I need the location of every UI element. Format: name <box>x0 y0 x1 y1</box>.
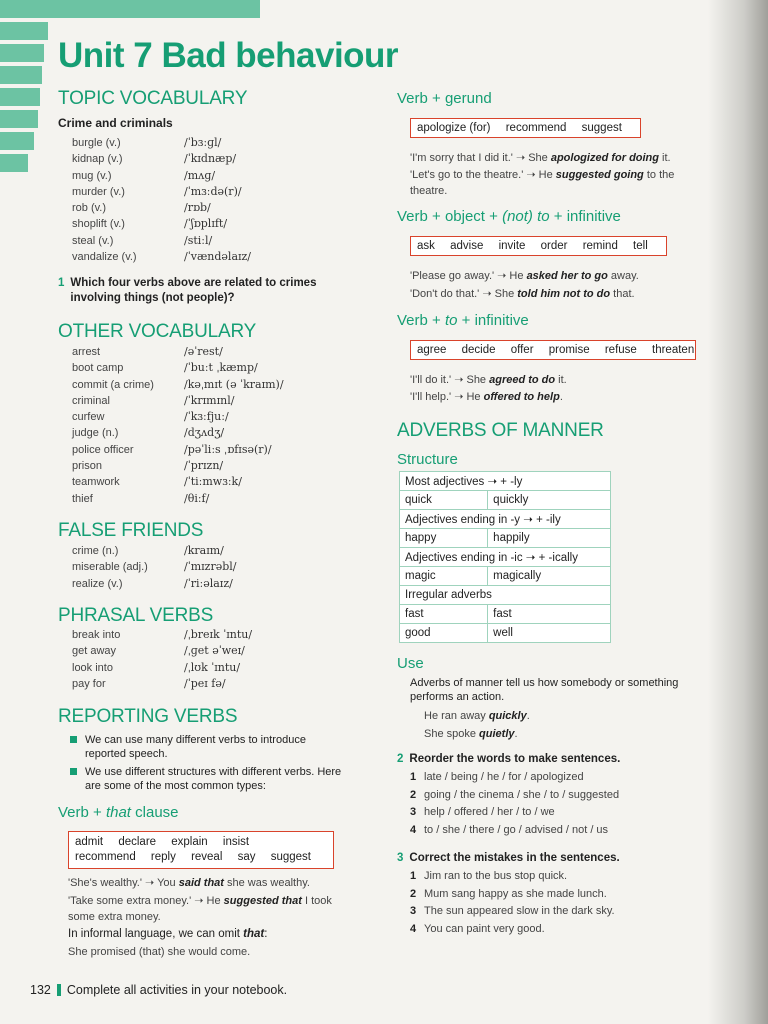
side-tab-5 <box>0 110 38 128</box>
other-vocabulary-heading: OTHER VOCABULARY <box>58 321 257 342</box>
vocab-row <box>72 627 252 643</box>
vocab-row <box>72 458 284 474</box>
verb-item: recommend <box>505 122 567 134</box>
vocab-word: curfew <box>72 411 105 424</box>
vocab-word: miserable (adj.) <box>72 561 148 574</box>
unit-title: Unit 7 Bad behaviour <box>58 36 399 75</box>
informal-note: In informal language, we can omit that: <box>68 928 268 940</box>
to-infinitive-verbs-box <box>410 340 696 360</box>
vocab-row <box>72 543 237 559</box>
side-tab-4 <box>0 88 40 106</box>
table-row <box>400 624 611 643</box>
gerund-example-2: 'Let's go to the theatre.' ➝ He suggested going to the theatre. <box>410 169 675 197</box>
vocab-pronunciation: /stiːl/ <box>184 233 213 247</box>
verb-item: ask <box>417 240 435 252</box>
object-infinitive-example-1: 'Please go away.' ➝ He asked her to go away. <box>410 270 639 282</box>
page-footer <box>30 982 287 997</box>
topic-vocabulary-heading: TOPIC VOCABULARY <box>58 88 248 109</box>
side-tab-3 <box>0 66 42 84</box>
vocab-row <box>72 442 284 458</box>
exercise-item-number: 3 <box>410 806 417 818</box>
exercise-item <box>410 822 619 840</box>
exercise-3-title: 3 Correct the mistakes in the sentences. <box>397 852 620 864</box>
exercise-item-text: late / being / he / for / apologized <box>424 771 584 783</box>
vocab-word: burgle (v.) <box>72 137 121 149</box>
bullet-square-icon <box>70 768 77 775</box>
vocab-pronunciation: /ˈtiːmwɜːk/ <box>184 475 242 489</box>
side-tab-6 <box>0 132 34 150</box>
vocab-pronunciation: /pəˈliːs ˌɒfɪsə(r)/ <box>184 442 272 456</box>
vocab-word: pay for <box>72 677 106 690</box>
vocab-row <box>72 184 251 200</box>
exercise-item-number: 2 <box>410 788 417 801</box>
exercise-item-text: going / the cinema / she / to / suggested <box>424 788 620 801</box>
table-row <box>400 491 611 510</box>
vocab-row <box>72 135 251 151</box>
exercise-item-number: 3 <box>410 905 417 917</box>
to-infinitive-example-2: 'I'll help.' ➝ He offered to help. <box>410 391 563 403</box>
table-cell: magically <box>488 567 611 586</box>
gerund-example-1: 'I'm sorry that I did it.' ➝ She apologized for doing it. <box>410 152 671 164</box>
exercise-item-text: The sun appeared slow in the dark sky. <box>424 905 615 917</box>
vocab-pronunciation: /ˈvændəlaɪz/ <box>184 250 252 264</box>
question-number: 1 <box>58 277 65 289</box>
exercise-item-number: 4 <box>410 922 417 935</box>
verb-item: reveal <box>191 851 223 863</box>
vocab-row <box>72 393 284 409</box>
to-infinitive-example-1: 'I'll do it.' ➝ She agreed to do it. <box>410 374 567 386</box>
table-row <box>400 605 611 624</box>
table-cell: Most adjectives ➝ + -ly <box>400 472 611 491</box>
exercise-item-number: 1 <box>410 870 417 882</box>
verb-item: declare <box>118 836 157 848</box>
verb-item: suggest <box>581 122 622 134</box>
bullet-square-icon <box>70 736 77 743</box>
verb-to-infinitive-heading: Verb + to + infinitive <box>397 312 529 329</box>
verb-item: refuse <box>604 344 637 356</box>
verb-object-infinitive-heading: Verb + object + (not) to + infinitive <box>397 208 621 225</box>
vocab-pronunciation: /ˌɡet əˈweɪ/ <box>184 644 245 658</box>
vocab-row <box>72 643 252 659</box>
verb-item: threaten <box>652 344 695 356</box>
vocab-row <box>72 151 251 167</box>
exercise-item <box>410 769 619 787</box>
vocab-row <box>72 676 252 692</box>
verb-item: reply <box>150 851 176 863</box>
side-tab-7 <box>0 154 28 172</box>
vocab-word: vandalize (v.) <box>72 251 137 264</box>
table-cell: magic <box>400 567 488 586</box>
vocab-word: prison <box>72 460 102 473</box>
page-edge-shadow <box>708 0 768 1024</box>
verb-item: admit <box>75 836 104 848</box>
verb-that-clause-heading: Verb + that clause <box>58 804 179 821</box>
that-clause-example-1: 'She's wealthy.' ➝ You said that she was wealthy. <box>68 877 310 889</box>
vocab-word: look into <box>72 661 113 674</box>
vocab-word: shoplift (v.) <box>72 218 125 231</box>
verb-item: invite <box>498 240 526 252</box>
use-description: Adverbs of manner tell us how somebody or something performs an action. <box>410 677 679 703</box>
vocab-pronunciation: /θiːf/ <box>184 491 210 505</box>
exercise-2-title: 2 Reorder the words to make sentences. <box>397 753 621 765</box>
table-row <box>400 472 611 491</box>
table-cell: quickly <box>488 491 611 510</box>
verb-item: apologize (for) <box>417 122 491 134</box>
adverb-structure-table <box>399 471 611 643</box>
vocab-pronunciation: /mʌɡ/ <box>184 168 216 182</box>
vocab-row <box>72 660 252 676</box>
table-cell: happy <box>400 529 488 548</box>
verb-item: suggest <box>270 851 311 863</box>
topic-word-list <box>72 135 251 265</box>
table-row <box>400 548 611 567</box>
reporting-verbs-heading: REPORTING VERBS <box>58 706 238 727</box>
verb-item: advise <box>450 240 484 252</box>
table-cell: Irregular adverbs <box>400 586 611 605</box>
vocab-word: boot camp <box>72 362 124 375</box>
exercise-3-items <box>410 868 615 938</box>
other-word-list <box>72 344 284 507</box>
vocab-row <box>72 409 284 425</box>
exercise-item-text: Mum sang happy as she made lunch. <box>424 887 607 900</box>
use-subheading: Use <box>397 655 424 672</box>
vocab-word: steal (v.) <box>72 234 114 247</box>
exercise-item <box>410 868 615 886</box>
question-text: Which four verbs above are related to crimes involving things (not people)? <box>70 277 317 304</box>
vocab-word: commit (a crime) <box>72 378 154 391</box>
vocab-pronunciation: /ˈbuːt ˌkæmp/ <box>184 361 258 375</box>
side-tab-2 <box>0 44 44 62</box>
vocab-row <box>72 344 284 360</box>
side-tab-1 <box>0 22 48 40</box>
table-cell: good <box>400 624 488 643</box>
vocab-pronunciation: /kraɪm/ <box>184 544 224 557</box>
structure-subheading: Structure <box>397 451 458 468</box>
exercise-item-number: 4 <box>410 823 417 836</box>
exercise-item-number: 2 <box>410 887 417 900</box>
vocab-word: criminal <box>72 394 110 407</box>
vocab-row <box>72 559 237 575</box>
vocab-word: judge (n.) <box>72 427 119 440</box>
vocab-word: break into <box>72 629 121 641</box>
exercise-item <box>410 886 615 904</box>
table-cell: quick <box>400 491 488 510</box>
table-row <box>400 529 611 548</box>
vocab-pronunciation: /ˈkrɪmɪnl/ <box>184 393 235 407</box>
vocab-row <box>72 474 284 490</box>
vocab-row <box>72 360 284 376</box>
header-tab-bar <box>0 0 260 18</box>
verb-item: recommend <box>75 851 136 863</box>
that-clause-example-2: 'Take some extra money.' ➝ He suggested that I took some extra money. <box>68 895 332 923</box>
use-example-1: He ran away quickly. <box>424 710 530 722</box>
vocab-pronunciation: /ˈʃɒplɪft/ <box>184 217 228 231</box>
vocab-row <box>72 425 284 441</box>
vocab-word: teamwork <box>72 476 120 489</box>
vocab-word: get away <box>72 645 117 658</box>
vocab-word: kidnap (v.) <box>72 153 123 166</box>
vocab-pronunciation: /ˈprɪzn/ <box>184 459 224 473</box>
exercise-item-text: You can paint very good. <box>424 922 545 935</box>
vocab-pronunciation: /ˈpeɪ fə/ <box>184 676 226 690</box>
exercise-item <box>410 903 615 921</box>
reporting-bullet-2: We use different structures with different verbs. Here are some of the most common types: <box>70 765 345 793</box>
object-infinitive-verbs-box <box>410 236 667 256</box>
table-row <box>400 510 611 529</box>
verb-item: tell <box>633 240 648 252</box>
exercise-item-text: Jim ran to the bus stop quick. <box>424 870 568 882</box>
exercise-item <box>410 787 619 805</box>
object-infinitive-example-2: 'Don't do that.' ➝ She told him not to do that. <box>410 288 635 300</box>
vocab-word: mug (v.) <box>72 169 112 182</box>
exercise-item-number: 1 <box>410 771 417 783</box>
table-row <box>400 586 611 605</box>
vocab-word: thief <box>72 492 93 505</box>
vocab-pronunciation: /ˈkɜːfjuː/ <box>184 410 229 424</box>
footer-instruction: Complete all activities in your notebook. <box>66 983 288 997</box>
use-example-2: She spoke quietly. <box>424 728 518 740</box>
vocab-word: crime (n.) <box>72 545 119 557</box>
vocab-word: arrest <box>72 346 101 358</box>
phrasal-verbs-word-list <box>72 627 252 692</box>
vocab-pronunciation: /ˈkɪdnæp/ <box>184 152 237 166</box>
vocab-row <box>72 576 237 592</box>
vocab-word: murder (v.) <box>72 185 125 198</box>
phrasal-verbs-heading: PHRASAL VERBS <box>58 605 214 626</box>
verb-item: insist <box>222 836 250 848</box>
vocab-row <box>72 200 251 216</box>
verb-item: agree <box>417 344 447 356</box>
page-number: 132 <box>30 983 51 997</box>
table-cell: Adjectives ending in -ic ➝ + -ically <box>400 548 611 567</box>
vocab-row <box>72 233 251 249</box>
table-cell: Adjectives ending in -y ➝ + -ily <box>400 510 611 529</box>
vocab-pronunciation: /ˌbreɪk ˈɪntu/ <box>184 628 253 641</box>
table-row <box>400 567 611 586</box>
verb-item: order <box>540 240 568 252</box>
false-friends-heading: FALSE FRIENDS <box>58 520 204 541</box>
vocab-row <box>72 249 251 265</box>
exercise-2-items <box>410 769 619 839</box>
vocab-pronunciation: /ˈbɜːɡl/ <box>184 136 222 149</box>
vocab-row <box>72 168 251 184</box>
table-cell: well <box>488 624 611 643</box>
verb-item: remind <box>582 240 618 252</box>
table-cell: fast <box>400 605 488 624</box>
gerund-verbs-box <box>410 118 641 138</box>
table-cell: happily <box>488 529 611 548</box>
question-1 <box>58 276 348 306</box>
verb-gerund-heading: Verb + gerund <box>397 90 492 107</box>
vocab-word: rob (v.) <box>72 202 107 215</box>
false-friends-word-list <box>72 543 237 592</box>
adverbs-of-manner-heading: ADVERBS OF MANNER <box>397 420 604 441</box>
verb-item: offer <box>510 344 534 356</box>
vocab-row <box>72 377 284 393</box>
that-clause-verbs-box <box>68 831 334 869</box>
verb-item: decide <box>461 344 496 356</box>
vocab-word: realize (v.) <box>72 577 123 590</box>
verb-item: say <box>237 851 256 863</box>
vocab-pronunciation: /ˌlʊk ˈɪntu/ <box>184 660 241 674</box>
vocab-word: police officer <box>72 443 134 456</box>
omit-that-example: She promised (that) she would come. <box>68 946 251 958</box>
vocab-pronunciation: /ˈmɪzrəbl/ <box>184 560 237 574</box>
vocab-pronunciation: /ˈriːəlaɪz/ <box>184 576 233 590</box>
exercise-item-text: to / she / there / go / advised / not / us <box>424 823 609 836</box>
crime-subheading: Crime and criminals <box>58 116 173 130</box>
exercise-item <box>410 921 615 939</box>
vocab-row <box>72 491 284 507</box>
reporting-bullet-1: We can use many different verbs to introduce reported speech. <box>70 733 345 761</box>
footer-bar-icon <box>57 984 61 996</box>
vocab-pronunciation: /kəˌmɪt (ə ˈkraɪm)/ <box>184 377 284 391</box>
vocab-pronunciation: /əˈrest/ <box>184 345 223 358</box>
exercise-item-text: help / offered / her / to / we <box>424 806 555 818</box>
vocab-row <box>72 216 251 232</box>
vocab-pronunciation: /dʒʌdʒ/ <box>184 426 225 440</box>
verb-item: explain <box>171 836 208 848</box>
table-cell: fast <box>488 605 611 624</box>
vocab-pronunciation: /rɒb/ <box>184 201 211 215</box>
vocab-pronunciation: /ˈmɜːdə(r)/ <box>184 184 242 198</box>
exercise-item <box>410 804 619 822</box>
verb-item: promise <box>548 344 590 356</box>
